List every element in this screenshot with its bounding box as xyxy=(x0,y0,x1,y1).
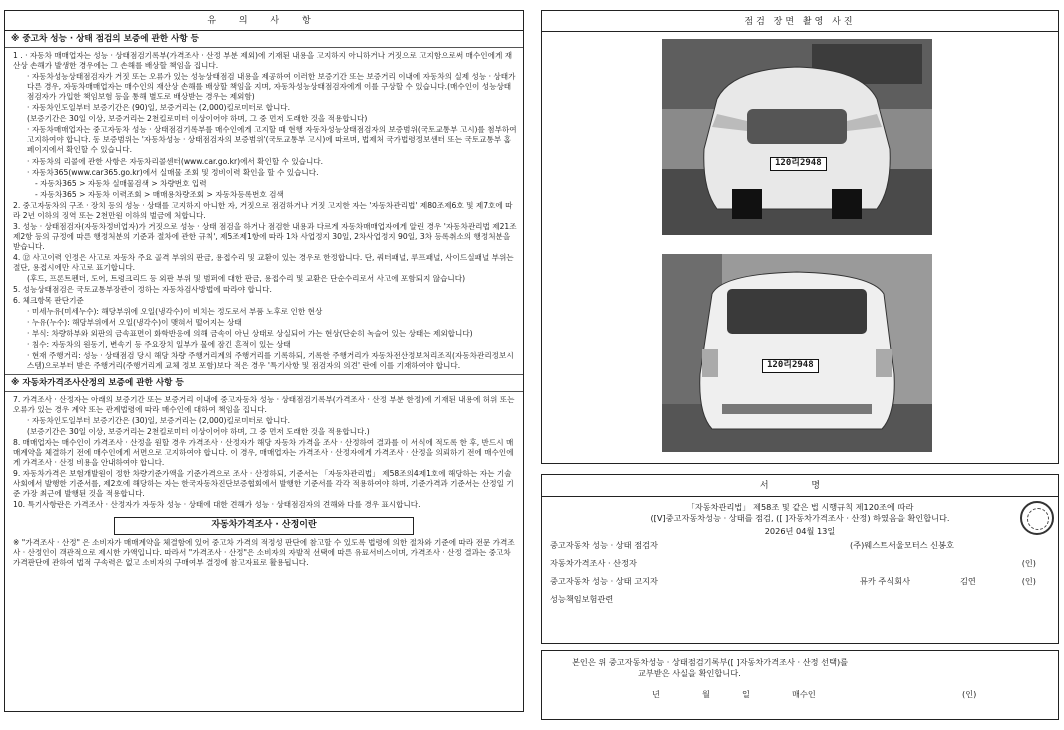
price-definition-title: 자동차가격조사 · 산정이란 xyxy=(114,517,414,535)
signature-body xyxy=(542,497,1058,613)
notice-item: (보증기간은 30일 이상, 보증거리는 2천킬로미터 이상이어야 하며, 그 중 먼저 도래한 것을 적용합니다) xyxy=(27,114,368,124)
day-label: 일 xyxy=(742,688,750,699)
signature-box xyxy=(541,474,1059,644)
month-label: 월 xyxy=(702,688,710,699)
notifier-company: 뮤카 주식회사 xyxy=(860,576,911,587)
law-reference: 「자동차관리법」 제58조 및 같은 법 시행규칙 제120조에 따라 xyxy=(686,502,914,512)
notice-item: · 자동차의 리콜에 관한 사항은 자동차리콜센터(www.car.go.kr)에서 확인할 수 있습니다. xyxy=(27,156,324,166)
rear-car-image xyxy=(662,254,932,452)
inspector-label: 중고자동차 성능 · 상태 점검자 xyxy=(550,540,658,551)
notice-item: · 누유(누수): 해당부위에서 오일(냉각수)이 맺혀서 떨어지는 상태 xyxy=(27,317,242,327)
section-inspection-warranty xyxy=(5,48,523,373)
buyer-sign-row xyxy=(552,689,1048,709)
notice-item: · 부식: 차량하부와 외판의 금속표면이 화학반응에 의해 금속이 아닌 상태로 상실되어 가는 현상(단순히 녹슬어 있는 상태는 제외합니다) xyxy=(27,328,473,338)
notice-item: · 자동차인도일부터 보증기간은 (90)일, 보증거리는 (2,000)킬로미터로 합니다. xyxy=(27,103,291,113)
notice-item: · 자동차365(www.car365.go.kr)에서 실매물 조회 및 정비이력 확인을 할 수 있습니다. xyxy=(27,167,319,177)
inspection-record-panel xyxy=(541,10,1059,716)
notifier-row xyxy=(550,572,1050,590)
notice-header: 유 의 사 항 xyxy=(5,11,523,31)
signature-header: 서 명 xyxy=(542,475,1058,497)
section-price-warranty xyxy=(5,392,523,513)
front-car-photo xyxy=(662,39,932,235)
notice-item: 4. ⑫ 사고이력 인정은 사고로 자동차 주요 골격 부위의 판금, 용접수리 및 교환이 있는 경우로 한정합니다. 단, 쿼터패널, 루프패널, 사이드실패널 부위는 절단, 용접시에만 사고로 표기합니다. xyxy=(13,252,514,272)
section-inspection-warranty-title: ※ 중고차 성능 · 상태 점검의 보증에 관한 사항 등 xyxy=(5,31,523,48)
price-assessor-seal: (인) xyxy=(1021,558,1036,569)
front-car-image xyxy=(662,39,932,235)
buyer-seal: (인) xyxy=(962,688,977,699)
notice-item: 8. 매매업자는 매수인이 가격조사 · 산정을 원할 경우 가격조사 · 산정자가 해당 자동차 가격을 조사 · 산정하여 결과를 이 서식에 적도록 한 후, 반드시 매매계약을 체결하기 전에 매수인에게 서면으로 고지하여야 합니다. 이 경우, 매매업자는 가격조사 · 산정자에게 가격조사 · 산정을 의뢰하기 전에 매수인에게 가격조사 · 산정 비용을 안내하여야 합니다. xyxy=(13,438,514,468)
notice-item: · 침수: 자동차의 원동기, 변속기 등 주요장치 일부가 물에 잠긴 흔적이 있는 상태 xyxy=(27,339,291,349)
section-price-warranty-title: ※ 자동차가격조사산정의 보증에 관한 사항 등 xyxy=(5,374,523,392)
notice-item: (보증기간은 30일 이상, 보증거리는 2천킬로미터 이상이어야 하며, 그 중 먼저 도래한 것을 적용합니다.) xyxy=(27,427,370,437)
year-label: 년 xyxy=(652,688,660,699)
notice-item: - 자동차365 > 자동차 실매물검색 > 차량번호 입력 xyxy=(35,178,207,188)
rear-car-photo xyxy=(662,254,932,452)
photo-section xyxy=(541,32,1059,464)
buyer-confirm-line1: 본인은 위 중고자동차성능 · 상태점검기록부([ ]자동차가격조사 · 산정 선택)를 xyxy=(572,657,849,667)
buyer-label: 매수인 xyxy=(792,688,816,699)
price-assessor-row xyxy=(550,554,1050,572)
notice-item: · 자동차매매업자는 중고자동차 성능 · 상태점검기록부를 매수인에게 고지할 때 현행 자동차성능상태점검자의 보증범위(국토교통부 고시)를 첨부하여 고지하여야 합니다. 동 보증범위는 '자동차성능 · 상태점검자의 보증범위'(국토교통부 고시)에 따르며, 법제처 국가법령정보센터 또는 국토교통부 홈페이지에서 확인할 수 있습니다. xyxy=(27,125,517,155)
notice-item: 10. 특기사항란은 가격조사 · 산정자가 자동차 성능 · 상태에 대한 견해가 성능 · 상태점검자의 견해와 다를 경우 표시합니다. xyxy=(13,500,421,510)
buyer-confirmation-box xyxy=(541,650,1059,720)
buyer-confirm-line2: 교부받은 사실을 확인합니다. xyxy=(638,667,741,678)
notifier-label: 중고자동차 성능 · 상태 고지자 xyxy=(550,576,658,587)
notice-item: (후드, 프론트펜더, 도어, 트렁크리드 등 외판 부위 및 범퍼에 대한 판금, 용접수리 및 교환은 단순수리로서 사고에 포함되지 않습니다) xyxy=(27,273,466,283)
notice-item: · 미세누유(미세누수): 해당부위에 오일(냉각수)이 비치는 정도로서 부품 노후로 인한 현상 xyxy=(27,306,323,316)
notifier-seal: (인) xyxy=(1021,576,1036,587)
inspector-row xyxy=(550,536,1050,554)
price-assessor-label: 자동차가격조사 · 산정자 xyxy=(550,558,637,569)
front-license-plate: 120리2948 xyxy=(770,157,827,171)
rear-license-plate: 120리2948 xyxy=(762,359,819,373)
notice-item: 5. 성능상태점검은 국토교통부장관이 정하는 자동차검사방법에 따라야 합니다. xyxy=(13,284,272,294)
notice-item: 6. 체크항목 판단기준 xyxy=(13,295,84,305)
notice-item: - 자동차365 > 자동차 이력조회 > 매매용차량조회 > 자동차등록번호 검색 xyxy=(35,189,284,199)
notice-item: 9. 자동차가격은 보험개발원이 정한 차량기준가액을 기준가격으로 조사 · 산정하되, 기준서는 「자동차관리법」 제58조의4제1호에 해당하는 자는 기술사회에서 발행한 기준서를, 제2호에 해당하는 자는 한국자동차진단보증협회에서 발행한 기준서를 각각 적용하여야 하며, 기준가격과 기준서는 산정일 기준 가장 최근에 발행된 것을 적용합니다. xyxy=(13,469,514,499)
notice-panel xyxy=(4,10,524,712)
notice-item: 2. 중고자동차의 구조 · 장치 등의 성능 · 상태를 고지하지 아니한 자, 거짓으로 점검하거나 거짓 고지한 자는 '자동차관리법' 제80조제6호 및 제7호에 따라 2년 이하의 징역 또는 2천만원 이하의 벌금에 처합니다. xyxy=(13,200,513,220)
notice-item: 7. 가격조사 · 산정자는 아래의 보증기간 또는 보증거리 이내에 중고자동차 성능 · 상태점검기록부(가격조사 · 산정 부분 한정)에 기재된 내용에 허위 또는 오류가 있는 경우 계약 또는 관계법령에 따라 매수인에 대하여 책임을 집니다. xyxy=(13,395,515,415)
photo-section-header: 점검 장면 촬영 사진 xyxy=(541,10,1059,32)
inspection-date: 2026년 04월 13일 xyxy=(764,525,836,536)
inspector-name: (주)웨스트서울모터스 신봉호 xyxy=(850,540,954,551)
confirmation-statement: ([V]중고자동차성능 · 상태를 점검, ([ ]자동차가격조사 · 산정) 하였음을 확인합니다. xyxy=(650,512,950,523)
notice-item: 3. 성능 · 상태점검자(자동차정비업자)가 거짓으로 성능 · 상태 점검을 하거나 점검한 내용과 다르게 자동차매매업자에게 알린 경우 '자동차관리법 제21조제2항 등의 규정에 따른 행정처분의 기준과 절차에 관한 규칙', 제5조제1항에 따라 1차 사업정지 30일, 2차사업정지 90일, 3차 등록취소의 행정처분을 받습니다. xyxy=(13,221,517,251)
price-definition-text: ※ "가격조사 · 산정" 은 소비자가 매매계약을 체결함에 있어 중고차 가격의 적정성 판단에 참고할 수 있도록 법령에 의한 절차와 기준에 따라 전문 가격조사 · 산정인이 객관적으로 제시한 가액입니다. 따라서 "가격조사 · 산정"은 소비자의 자발적 선택에 따른 유료서비스이며, 가격조사 · 산정 결과는 중고차 가격판단에 관하여 법적 구속력은 없고 소비자의 구매여부 결정에 참고자료로 활용됩니다. xyxy=(13,538,515,568)
notice-item: · 현재 주행거리: 성능 · 상태점검 당시 해당 차량 주행거리계의 주행거리를 기록하되, 기록한 주행거리가 자동차전산정보처리조직(자동차관리정보시스템)으로부터 받은 주행거리(주행거리계 교체 정보 포함)보다 적은 경우 '특기사항 및 점검자의 의견' 란에 이를 기재하여야 합니다. xyxy=(27,350,514,370)
notice-item: · 자동차인도일부터 보증기간은 (30)일, 보증거리는 (2,000)킬로미터로 합니다. xyxy=(27,416,291,426)
company-seal-stamp xyxy=(1020,501,1054,535)
notifier-name: 김연 xyxy=(960,576,976,587)
insurance-row xyxy=(550,590,1050,608)
notice-item: · 자동차성능상태점검자가 거짓 또는 오류가 있는 성능상태점검 내용을 제공하여 이러한 보증기간 또는 보증거리 이내에 자동차의 실제 성능 · 상태가 다른 경우, 자동차매매업자는 매수인의 재산상 손해를 배상할 책임을 지며, 자동차성능상태점검자에게 이를 구상할 수 있습니다.(매수인이 성능상태점검자가 가입한 책임보험 등을 통해 별도로 배상받는 경우는 제외함) xyxy=(27,72,516,102)
insurance-label: 성능책임보험관련 xyxy=(550,594,614,605)
notice-item: 1 . · 자동차 매매업자는 성능 · 상태점검기록부(가격조사 · 산정 부분 제외)에 기재된 내용을 고지하지 아니하거나 거짓으로 고지함으로써 매수인에게 재산상 손해가 발생한 경우에는 그 손해를 배상할 책임을 집니다. xyxy=(13,51,513,71)
